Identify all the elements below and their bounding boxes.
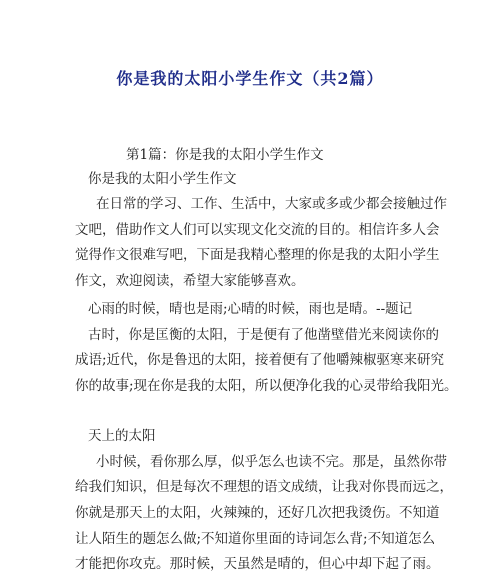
para3-line-3: 你就是那天上的太阳，火辣辣的，还好几次把我烫伤。不知道 bbox=[75, 505, 440, 521]
para3-line-4: 让人陌生的题怎么做;不知道你里面的诗词怎么背;不知道怎么 bbox=[75, 531, 436, 547]
intro-line-2: 文吧，借助作文人们可以实现文化交流的目的。相信许多人会 bbox=[75, 222, 440, 238]
intro-line-4: 作文，欢迎阅读，希望大家能够喜欢。 bbox=[75, 273, 305, 289]
section-heading: 天上的太阳 bbox=[88, 428, 156, 444]
para3-line-5: 才能把你攻克。那时候，天虽然是晴的，但心中却下起了雨。 bbox=[75, 556, 440, 572]
para3-line-1: 小时候，看你那么厚，似乎怎么也读不完。那是，虽然你带 bbox=[96, 454, 447, 470]
intro-line-3: 觉得作文很难写吧，下面是我精心整理的你是我的太阳小学生 bbox=[75, 247, 440, 263]
epigraph: 心雨的时候，晴也是雨;心晴的时候，雨也是晴。--题记 bbox=[88, 301, 413, 317]
para2-line-2: 成语;近代，你是鲁迅的太阳，接着便有了他嚼辣椒驱寒来研究 bbox=[75, 352, 445, 368]
part-subtitle: 你是我的太阳小学生作文 bbox=[88, 171, 237, 187]
para3-line-2: 给我们知识，但是每次不理想的语文成绩，让我对你畏而远之， bbox=[75, 479, 453, 495]
document-title: 你是我的太阳小学生作文（共2篇） bbox=[116, 69, 384, 88]
part-heading: 第1篇：你是我的太阳小学生作文 bbox=[126, 147, 324, 163]
intro-line-1: 在日常的学习、工作、生活中，大家或多或少都会接触过作 bbox=[96, 196, 447, 212]
para2-line-1: 古时，你是匡衡的太阳，于是便有了他凿壁借光来阅读你的 bbox=[88, 327, 439, 343]
para2-line-3: 你的故事;现在你是我的太阳，所以便净化我的心灵带给我阳光。 bbox=[75, 378, 458, 394]
